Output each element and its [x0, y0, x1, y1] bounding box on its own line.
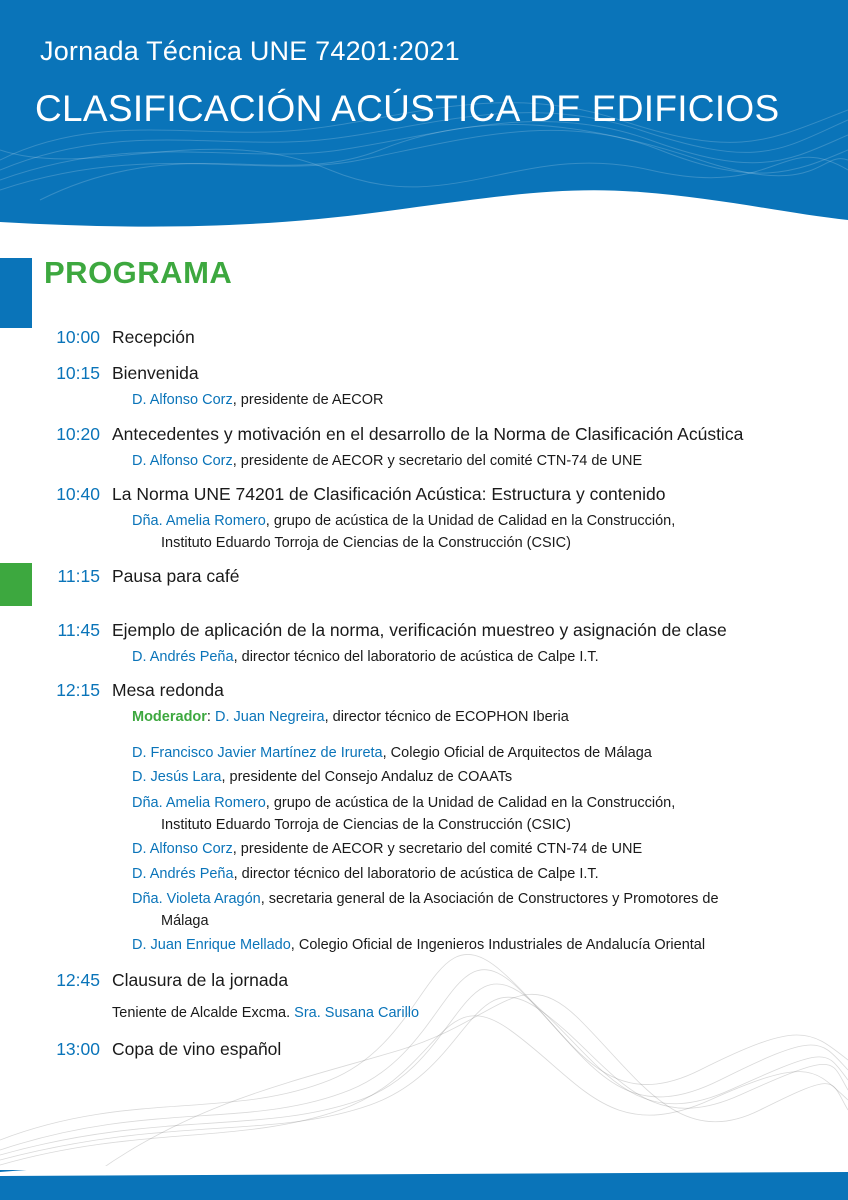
item-time: 12:45 — [56, 970, 100, 990]
speaker-name: D. Andrés Peña — [132, 649, 234, 665]
program-item — [0, 363, 848, 385]
moderator-line — [132, 709, 569, 725]
program-item — [0, 1039, 848, 1061]
speaker-name: D. Francisco Javier Martínez de Irureta — [132, 745, 383, 761]
program-item — [0, 566, 848, 588]
blue-side-marker — [0, 258, 32, 328]
speaker-role: , director técnico del laboratorio de acústica de Calpe I.T. — [233, 866, 599, 882]
speaker-role: , presidente del Consejo Andaluz de COAATs — [221, 769, 513, 785]
header-banner — [0, 0, 848, 240]
speaker-role: , presidente de AECOR — [232, 392, 384, 408]
item-title: Copa de vino español — [112, 1039, 282, 1059]
panelist-line — [132, 937, 705, 953]
event-subtitle: Jornada Técnica UNE 74201:2021 — [40, 36, 460, 66]
program-item — [0, 484, 848, 506]
speaker-name: D. Juan Negreira — [214, 709, 325, 725]
item-title: Antecedentes y motivación en el desarrollo de la Norma de Clasificación Acústica — [112, 424, 744, 444]
item-time: 10:00 — [56, 327, 100, 347]
item-title: Recepción — [112, 327, 195, 347]
speaker-name: Dña. Violeta Aragón — [132, 891, 261, 907]
program-item — [0, 620, 848, 642]
program-item — [0, 327, 848, 349]
speaker-name: D. Alfonso Corz — [132, 841, 233, 857]
item-time: 10:20 — [56, 424, 100, 444]
item-title: Ejemplo de aplicación de la norma, verificación muestreo y asignación de clase — [112, 620, 727, 640]
speaker-name: D. Alfonso Corz — [132, 392, 233, 408]
panelist-line — [132, 866, 599, 882]
item-time: 11:45 — [57, 620, 100, 640]
speaker-name: Dña. Amelia Romero — [132, 795, 266, 811]
speaker-name: Dña. Amelia Romero — [132, 513, 266, 529]
speaker-role-continued: Instituto Eduardo Torroja de Ciencias de la Construcción (CSIC) — [161, 817, 571, 833]
speaker-line — [132, 513, 675, 529]
speaker-role: , Colegio Oficial de Ingenieros Industriales de Andalucía Oriental — [290, 937, 706, 953]
speaker-role-continued: Instituto Eduardo Torroja de Ciencias de la Construcción (CSIC) — [161, 535, 571, 551]
speaker-name: D. Andrés Peña — [132, 866, 234, 882]
item-title: La Norma UNE 74201 de Clasificación Acústica: Estructura y contenido — [112, 484, 666, 504]
speaker-line — [132, 392, 383, 408]
item-time: 10:15 — [56, 363, 100, 383]
speaker-role: , grupo de acústica de la Unidad de Calidad en la Construcción, — [265, 513, 676, 529]
item-time: 13:00 — [56, 1039, 100, 1059]
speaker-role: , director técnico del laboratorio de acústica de Calpe I.T. — [233, 649, 599, 665]
speaker-line — [132, 453, 642, 469]
item-title: Pausa para café — [112, 566, 240, 586]
speaker-role: , director técnico de ECOPHON Iberia — [324, 709, 569, 725]
speaker-role: , Colegio Oficial de Arquitectos de Málaga — [382, 745, 652, 761]
speaker-name: Sra. Susana Carillo — [294, 1005, 420, 1021]
item-title: Bienvenida — [112, 363, 199, 383]
moderator-colon: : — [206, 709, 215, 725]
speaker-name: D. Juan Enrique Mellado — [132, 937, 291, 953]
moderator-label: Moderador — [132, 709, 207, 725]
closing-speaker-line — [112, 1005, 419, 1021]
speaker-name: D. Jesús Lara — [132, 769, 222, 785]
speaker-role-continued: Málaga — [161, 913, 209, 929]
speaker-line — [132, 649, 599, 665]
program-item — [0, 680, 848, 702]
event-title: CLASIFICACIÓN ACÚSTICA DE EDIFICIOS — [35, 88, 780, 129]
item-time: 12:15 — [56, 680, 100, 700]
item-title: Mesa redonda — [112, 680, 224, 700]
speaker-role: , secretaria general de la Asociación de Constructores y Promotores de — [260, 891, 719, 907]
section-title: PROGRAMA — [44, 255, 233, 290]
item-title: Clausura de la jornada — [112, 970, 289, 990]
panelist-line — [132, 891, 719, 907]
closing-prefix: Teniente de Alcalde Excma. — [112, 1005, 295, 1021]
program-item — [0, 970, 848, 992]
item-time: 11:15 — [57, 566, 100, 586]
speaker-role: , presidente de AECOR y secretario del comité CTN-74 de UNE — [232, 453, 643, 469]
panelist-line — [132, 769, 512, 785]
panelist-line — [132, 745, 652, 761]
item-time: 10:40 — [56, 484, 100, 504]
program-item — [0, 424, 848, 446]
speaker-role: , presidente de AECOR y secretario del comité CTN-74 de UNE — [232, 841, 643, 857]
speaker-name: D. Alfonso Corz — [132, 453, 233, 469]
panelist-line — [132, 841, 642, 857]
speaker-role: , grupo de acústica de la Unidad de Calidad en la Construcción, — [265, 795, 676, 811]
panelist-line — [132, 795, 675, 811]
